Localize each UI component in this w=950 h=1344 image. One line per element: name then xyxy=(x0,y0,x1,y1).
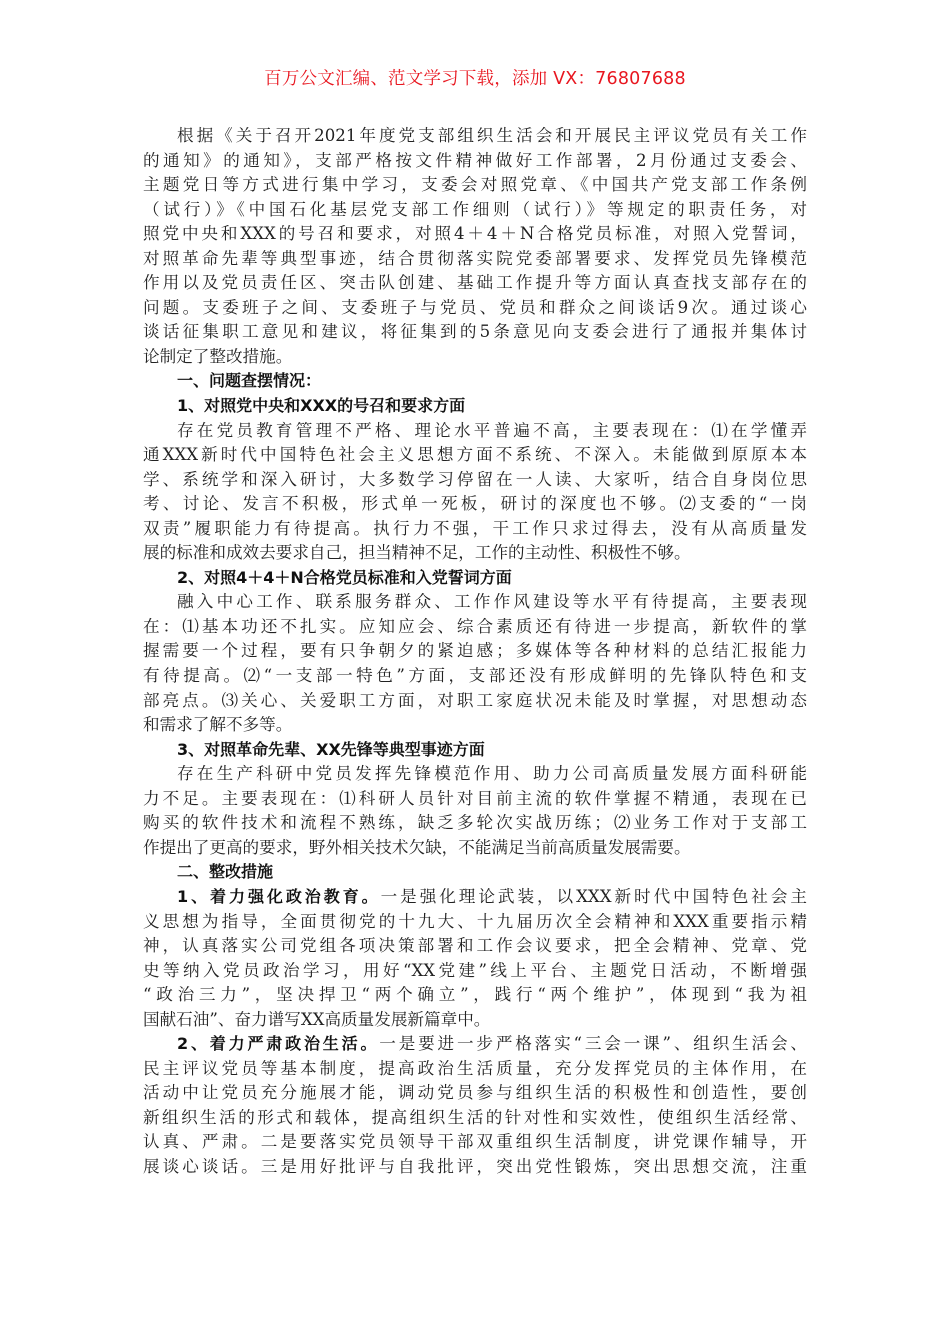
measure-lead: 2、着力严肃政治生活。 xyxy=(177,1034,380,1054)
text-line: 有待提高。⑵“一支部一特色”方面，支部还没有形成鲜明的先锋队特色和支 xyxy=(143,666,807,686)
text-line: 作用以及党员责任区、突击队创建、基础工作提升等方面认真查找支部存在的 xyxy=(143,273,807,293)
text-line: 融入中心工作、联系服务群众、工作作风建设等水平有待提高，主要表现 xyxy=(177,592,807,612)
text-line: 史等纳入党员政治学习，用好“XX党建”线上平台、主题党日活动，不断增强 xyxy=(143,960,807,980)
text-line: 义思想为指导，全面贯彻党的十九大、十九届历次全会精神和XXX重要指示精 xyxy=(143,911,807,931)
download-banner: 百万公文汇编、范文学习下载，添加 VX：76807688 xyxy=(264,69,686,89)
text-line: （试行）》《中国石化基层党支部工作细则（试行）》等规定的职责任务，对 xyxy=(143,199,807,219)
text-line: 神，认真落实公司党组各项决策部署和工作会议要求，把全会精神、党章、党 xyxy=(143,936,807,956)
subsection-title: 2、对照4＋4＋N合格党员标准和入党誓词方面 xyxy=(177,567,512,587)
measure-text: 一是要进一步严格落实“三会一课”、组织生活会、 xyxy=(379,1034,807,1054)
text-line: 新组织生活的形式和载体，提高组织生活的针对性和实效性，使组织生活经常、 xyxy=(143,1107,807,1127)
text-line: 力不足。主要表现在：⑴科研人员针对目前主流的软件掌握不精通，表现在已 xyxy=(143,788,807,808)
text-line: 照党中央和XXX的号召和要求，对照4＋4＋N合格党员标准，对照入党誓词， xyxy=(143,224,807,244)
text-line: 通XXX新时代中国特色社会主义思想方面不系统、不深入。未能做到原原本本 xyxy=(143,445,807,465)
measure-lead: 1、着力强化政治教育。 xyxy=(177,886,381,906)
text-line: 认真、严肃。二是要落实党员领导干部双重组织生活制度，讲党课作辅导，开 xyxy=(143,1132,807,1152)
subsection-title: 1、对照党中央和XXX的号召和要求方面 xyxy=(177,396,466,416)
measure-text: 一是强化理论武装，以XXX新时代中国特色社会主 xyxy=(380,886,807,906)
measure-first-line xyxy=(143,1032,807,1057)
text-line: 部亮点。⑶关心、关爱职工方面，对职工家庭状况未能及时掌握，对思想动态 xyxy=(143,690,807,710)
text-line: 谈话征集职工意见和建议，将征集到的5条意见向支委会进行了通报并集体讨 xyxy=(143,322,807,342)
intro-paragraph xyxy=(143,124,807,369)
text-line: 和需求了解不多等。 xyxy=(143,715,293,735)
measure-first-line xyxy=(143,885,807,910)
section-heading-measures: 二、整改措施 xyxy=(177,862,274,882)
section-heading-problems: 一、问题查摆情况： xyxy=(177,371,322,391)
text-line: 展谈心谈话。三是用好批评与自我批评，突出党性锻炼，突出思想交流，注重 xyxy=(143,1156,807,1176)
text-line: 双责”履职能力有待提高。执行力不强，干工作只求过得去，没有从高质量发 xyxy=(143,518,807,538)
text-line: 问题。支委班子之间、支委班子与党员、党员和群众之间谈话9次。通过谈心 xyxy=(143,297,807,317)
text-line: 作提出了更高的要求，野外相关技术欠缺，不能满足当前高质量发展需要。 xyxy=(143,837,691,857)
text-line: 握需要一个过程，要有只争朝夕的紧迫感；多媒体等各种材料的总结汇报能力 xyxy=(143,641,807,661)
text-line: 的通知》的通知》，支部严格按文件精神做好工作部署，2月份通过支委会、 xyxy=(143,150,807,170)
text-line: 国献石油”、奋力谱写XX高质量发展新篇章中。 xyxy=(143,1009,491,1029)
text-line: 学、系统学和深入研讨，大多数学习停留在一人读、大家听，结合自身岗位思 xyxy=(143,469,807,489)
text-line: 根据《关于召开2021年度党支部组织生活会和开展民主评议党员有关工作 xyxy=(177,126,807,145)
text-line: 购买的软件技术和流程不熟练，缺乏多轮次实战历练；⑵业务工作对于支部工 xyxy=(143,813,807,833)
subsection-title: 3、对照革命先辈、XX先锋等典型事迹方面 xyxy=(177,739,485,759)
text-line: 考、讨论、发言不积极，形式单一死板，研讨的深度也不够。⑵支委的“一岗 xyxy=(143,494,807,514)
text-line: 活动中让党员充分施展才能，调动党员参与组织生活的积极性和创造性，要创 xyxy=(143,1083,807,1103)
text-line: 论制定了整改措施。 xyxy=(143,346,293,366)
text-line: 展的标准和成效去要求自己，担当精神不足，工作的主动性、积极性不够。 xyxy=(143,543,691,563)
text-line: “政治三力”，坚决捍卫“两个确立”，践行“两个维护”，体现到“我为祖 xyxy=(143,985,807,1005)
text-line: 对照革命先辈等典型事迹，结合贯彻落实院党委部署要求、发挥党员先锋模范 xyxy=(143,248,807,268)
text-line: 民主评议党员等基本制度，提高政治生活质量，充分发挥党员的主体作用，在 xyxy=(143,1058,807,1078)
text-line: 在：⑴基本功还不扎实。应知应会、综合素质还有待进一步提高，新软件的掌 xyxy=(143,616,807,636)
text-line: 主题党日等方式进行集中学习，支委会对照党章、《中国共产党支部工作条例 xyxy=(143,175,807,195)
document-body xyxy=(143,124,807,1180)
text-line: 存在生产科研中党员发挥先锋模范作用、助力公司高质量发展方面科研能 xyxy=(177,764,807,784)
text-line: 存在党员教育管理不严格、理论水平普遍不高，主要表现在：⑴在学懂弄 xyxy=(177,420,807,440)
